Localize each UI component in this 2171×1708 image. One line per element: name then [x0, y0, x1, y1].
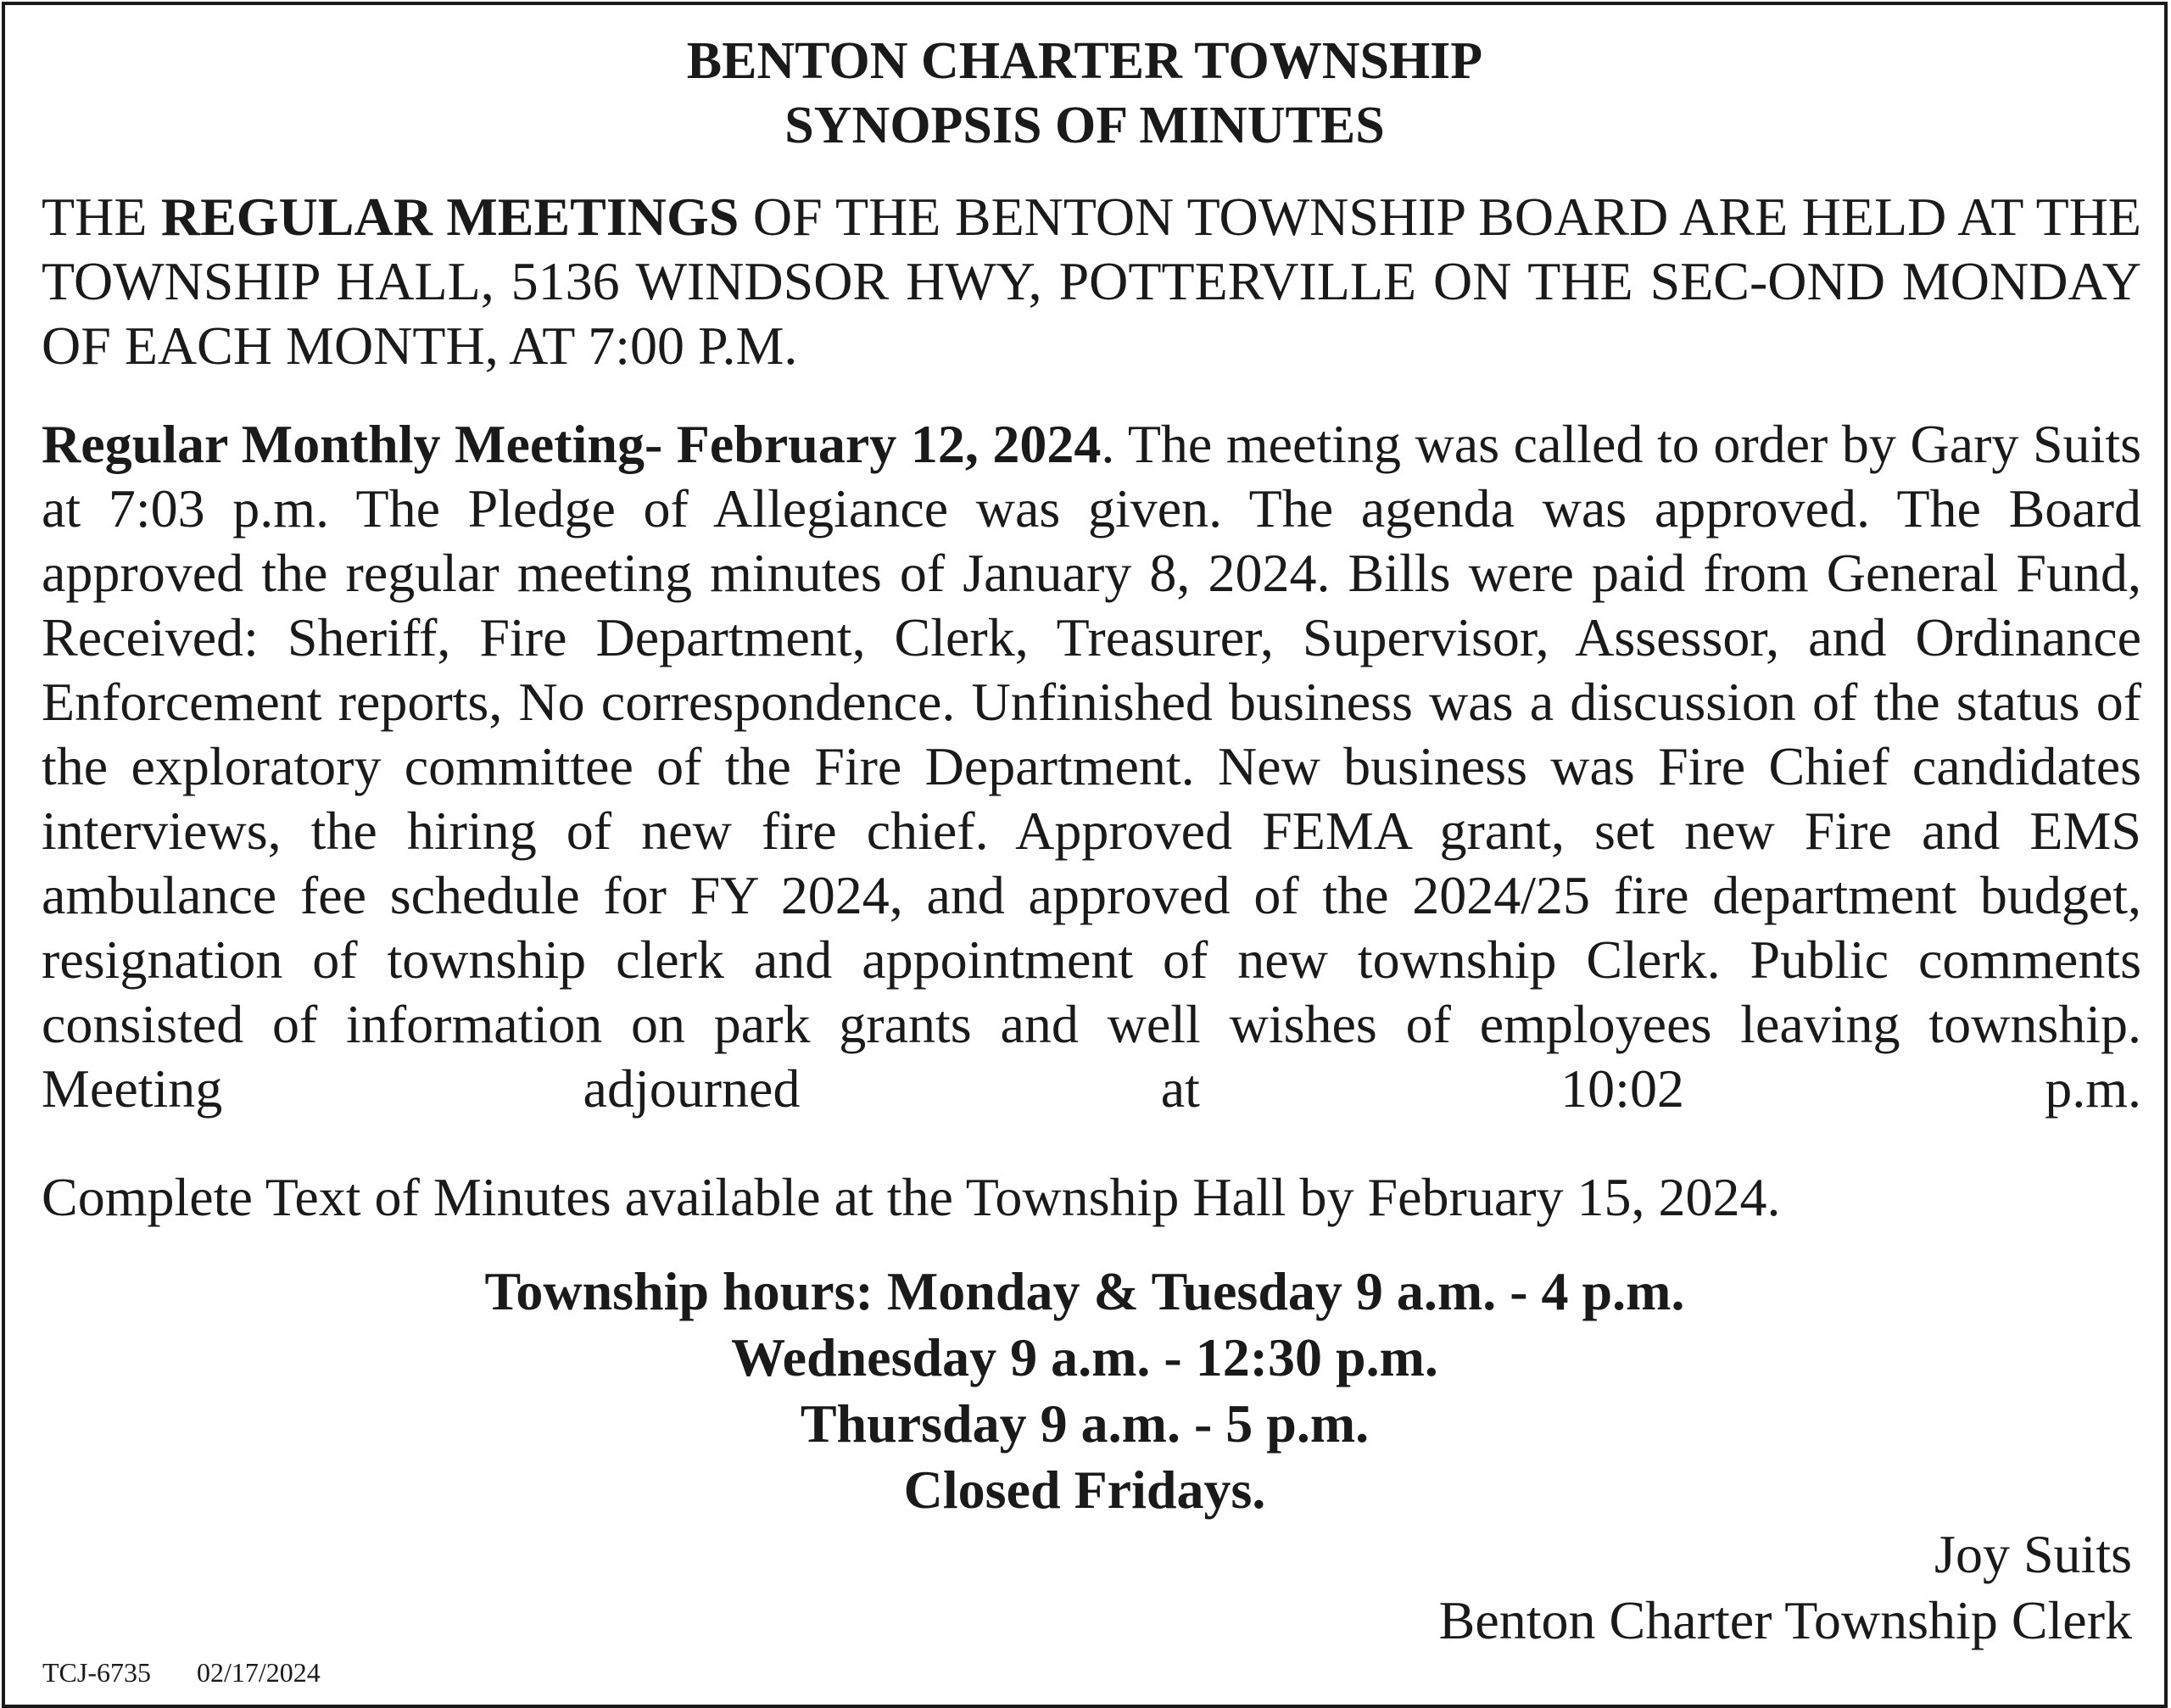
publication-date: 02/17/2024: [197, 1657, 321, 1688]
hours-line-4: Closed Fridays.: [903, 1460, 1266, 1520]
meetings-notice-bold: REGULAR MEETINGS: [160, 187, 739, 247]
meetings-notice-prefix: THE: [42, 187, 161, 247]
hours-line-3: Thursday 9 a.m. - 5 p.m.: [800, 1393, 1370, 1454]
hours-line-1: Township hours: Monday & Tuesday 9 a.m. - 4 p.m.: [484, 1261, 1685, 1321]
notice-subtitle: SYNOPSIS OF MINUTES: [784, 97, 1385, 154]
hours-line-2: Wednesday 9 a.m. - 12:30 p.m.: [731, 1327, 1438, 1387]
meetings-notice-paragraph: [42, 185, 2141, 378]
minutes-body: . The meeting was called to order by Gary Suits at 7:03 p.m. The Pledge of Allegiance was given. The agenda was approved. The Board approved the regular meeting minutes of January 8, 2024. Bills were paid from General Fund, Received: Sheriff, Fire Department, Clerk, Treasurer, Supervisor, Assessor, and Ordinance Enforcement reports, No correspondence. Unfinished business was a discussion of the status of the exploratory committee of the Fire Department. New business was Fire Chief candidates interviews, the hiring of new fire chief. Approved FEMA grant, set new Fire and EMS ambulance fee schedule for FY 2024, and approved of the 2024/25 fire department budget, resignation of township clerk and appointment of new township Clerk. Public comments consisted of information on park grants and well wishes of employees leaving township. Meeting adjourned at 10:02 p.m.: [42, 414, 2142, 1119]
minutes-heading: Regular Monthly Meeting- February 12, 2024: [42, 414, 1102, 474]
legal-notice: [2, 2, 2168, 1708]
meetings-notice-suffix: OF THE BENTON TOWNSHIP BOARD ARE HELD AT THE TOWNSHIP HALL, 5136 WINDSOR HWY, POTTERVILLE ON THE SEC-OND MONDAY OF EACH MONTH, AT 7:00 P.M.: [42, 187, 2142, 376]
signature-title: Benton Charter Township Clerk: [1438, 1590, 2132, 1650]
footer: [42, 1655, 366, 1689]
signature-name: Joy Suits: [1934, 1524, 2132, 1584]
signature-block: [1439, 1521, 2132, 1654]
minutes-paragraph: [42, 412, 2141, 1121]
township-hours: [5, 1259, 2164, 1523]
ad-code: TCJ-6735: [42, 1657, 151, 1688]
notice-title: BENTON CHARTER TOWNSHIP: [686, 32, 1483, 90]
complete-text-note: Complete Text of Minutes available at the Township Hall by February 15, 2024.: [42, 1167, 1781, 1227]
